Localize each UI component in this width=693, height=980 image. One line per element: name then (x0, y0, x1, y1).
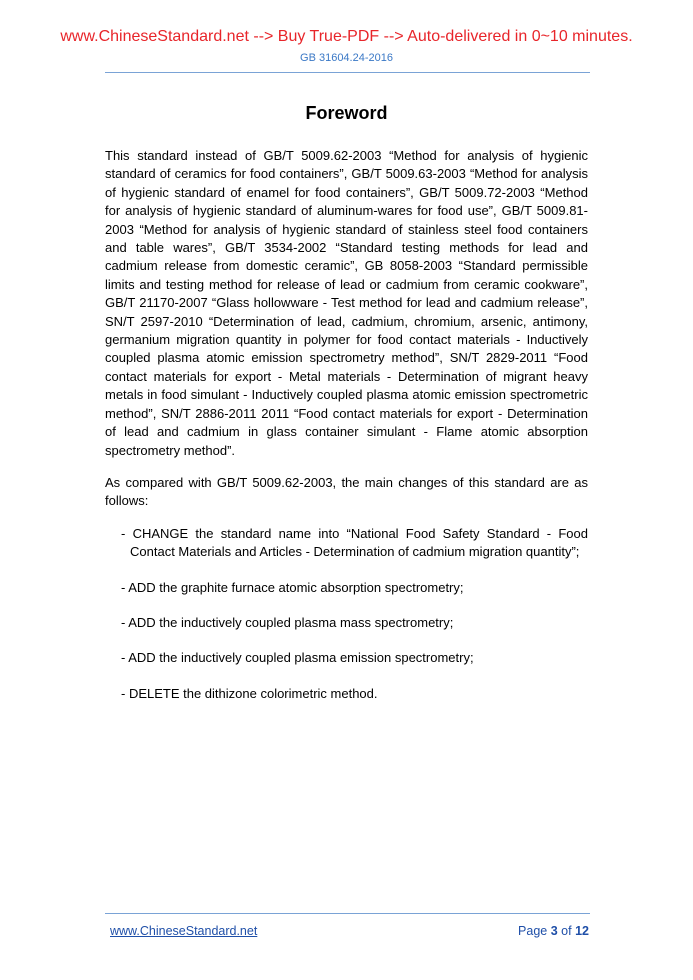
list-item: - CHANGE the standard name into “National Food Safety Standard - Food Contact Materials and Articles - Determination of cadmium migration quantity”; (121, 525, 588, 560)
page-of: of (561, 924, 572, 938)
changes-list (105, 525, 588, 703)
list-item: - DELETE the dithizone colorimetric method. (121, 685, 378, 701)
page-indicator (518, 923, 589, 939)
changes-intro-paragraph: As compared with GB/T 5009.62-2003, the main changes of this standard are as follows: (105, 474, 588, 509)
list-item: - ADD the graphite furnace atomic absorption spectrometry; (121, 579, 464, 595)
intro-paragraph: This standard instead of GB/T 5009.62-2003 “Method for analysis of hygienic standard of ceramics for food containers”, GB/T 5009.63-2003 “Method for analysis of hygienic standard of enamel for food containers”, GB/T 5009.72-2003 “Method for analysis of hygienic standard of aluminum-wares for food use”, GB/T 5009.81-2003 “Method for analysis of hygienic standard of stainless steel food containers and table wares”, GB/T 3534-2002 “Standard testing methods for lead and cadmium release from domestic ceramic”, GB 8058-2003 “Standard permissible limits and testing method for release of lead or cadmium from ceramic cookware”, GB/T 21170-2007 “Glass hollowware - Test method for lead and cadmium release”, SN/T 2597-2010 “Determination of lead, cadmium, chromium, arsenic, antimony, germanium migration quantity in polymer for food contact materials - Inductively coupled plasma atomic emission spectrometry method”, SN/T 2829-2011 “Food contact materials for export - Metal materials - Determination of migrant heavy metals in food simulant - Inductively coupled plasma atomic emission spectrometric method”, SN/T 2886-2011 2011 “Food contact materials for export - Determination of lead and cadmium in glass container simulant - Flame atomic absorption spectrometry method”. (105, 148, 588, 458)
page-total: 12 (575, 924, 589, 938)
footer-divider (105, 913, 590, 914)
header-divider (105, 72, 590, 73)
page-label: Page (518, 924, 548, 938)
page-title: Foreword (305, 103, 388, 123)
footer-website-link[interactable]: www.ChineseStandard.net (110, 924, 258, 938)
page-current: 3 (550, 924, 558, 938)
doc-number: GB 31604.24-2016 (300, 52, 393, 64)
list-item: - ADD the inductively coupled plasma mass spectrometry; (121, 614, 454, 630)
list-item: - ADD the inductively coupled plasma emission spectrometry; (121, 650, 474, 666)
document-body (105, 147, 588, 720)
promo-banner[interactable]: www.ChineseStandard.net --> Buy True-PDF --> Auto-delivered in 0~10 minutes. (60, 28, 633, 45)
